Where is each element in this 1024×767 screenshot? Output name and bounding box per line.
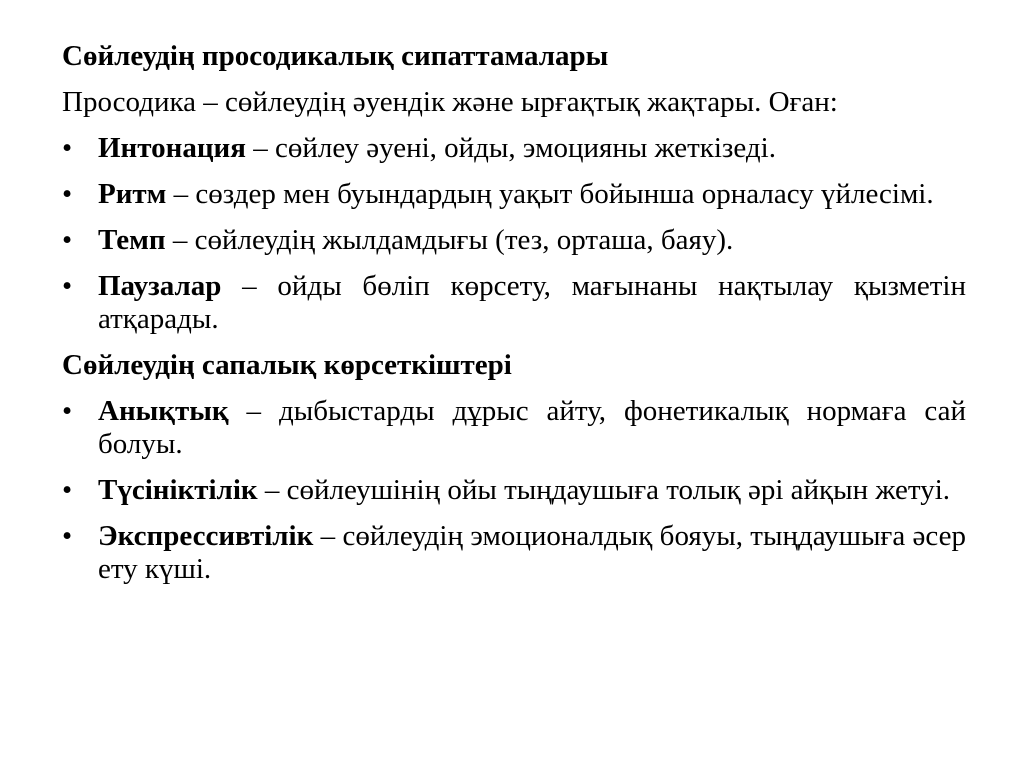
bullet-icon: •	[62, 132, 73, 164]
definition: – сөйлеу әуені, ойды, эмоцияны жеткізеді.	[245, 132, 776, 164]
list-item	[62, 270, 966, 336]
list-item	[62, 395, 966, 461]
term: Түсініктілік	[98, 474, 258, 506]
term: Анықтық	[98, 395, 229, 427]
list-item	[62, 224, 966, 257]
section-heading-prosody: Сөйлеудің просодикалық сипаттамалары	[62, 40, 609, 72]
bullet-icon: •	[62, 520, 73, 552]
bullet-icon: •	[62, 474, 73, 506]
list-item	[62, 474, 966, 507]
definition: – сөйлеудің жылдамдығы (тез, орташа, баяу).	[165, 224, 734, 256]
bullet-icon: •	[62, 178, 73, 210]
definition: – ойды бөліп көрсету, мағынаны нақтылау қызметін атқарады.	[98, 270, 966, 335]
bullet-icon: •	[62, 270, 73, 302]
term: Интонация	[98, 132, 246, 164]
definition: – дыбыстарды дұрыс айту, фонетикалық нормаға сай болуы.	[98, 395, 966, 460]
quality-list	[62, 395, 966, 586]
definition: – сөйлеудің эмоционалдық бояуы, тыңдаушыға әсер ету күші.	[98, 520, 966, 585]
term: Экспрессивтілік	[98, 520, 314, 552]
bullet-icon: •	[62, 224, 73, 256]
term: Ритм	[98, 178, 167, 210]
section-heading-quality: Сөйлеудің сапалық көрсеткіштері	[62, 349, 512, 381]
definition: – сөйлеушінің ойы тыңдаушыға толық әрі айқын жетуі.	[257, 474, 950, 506]
definition: – сөздер мен буындардың уақыт бойынша орналасу үйлесімі.	[166, 178, 934, 210]
term: Темп	[98, 224, 166, 256]
list-item	[62, 132, 966, 165]
list-item	[62, 178, 966, 211]
prosody-intro: Просодика – сөйлеудің әуендік және ырғақтық жақтары. Оған:	[62, 86, 838, 118]
bullet-icon: •	[62, 395, 73, 427]
list-item	[62, 520, 966, 586]
term: Паузалар	[98, 270, 222, 302]
prosody-list	[62, 132, 966, 336]
